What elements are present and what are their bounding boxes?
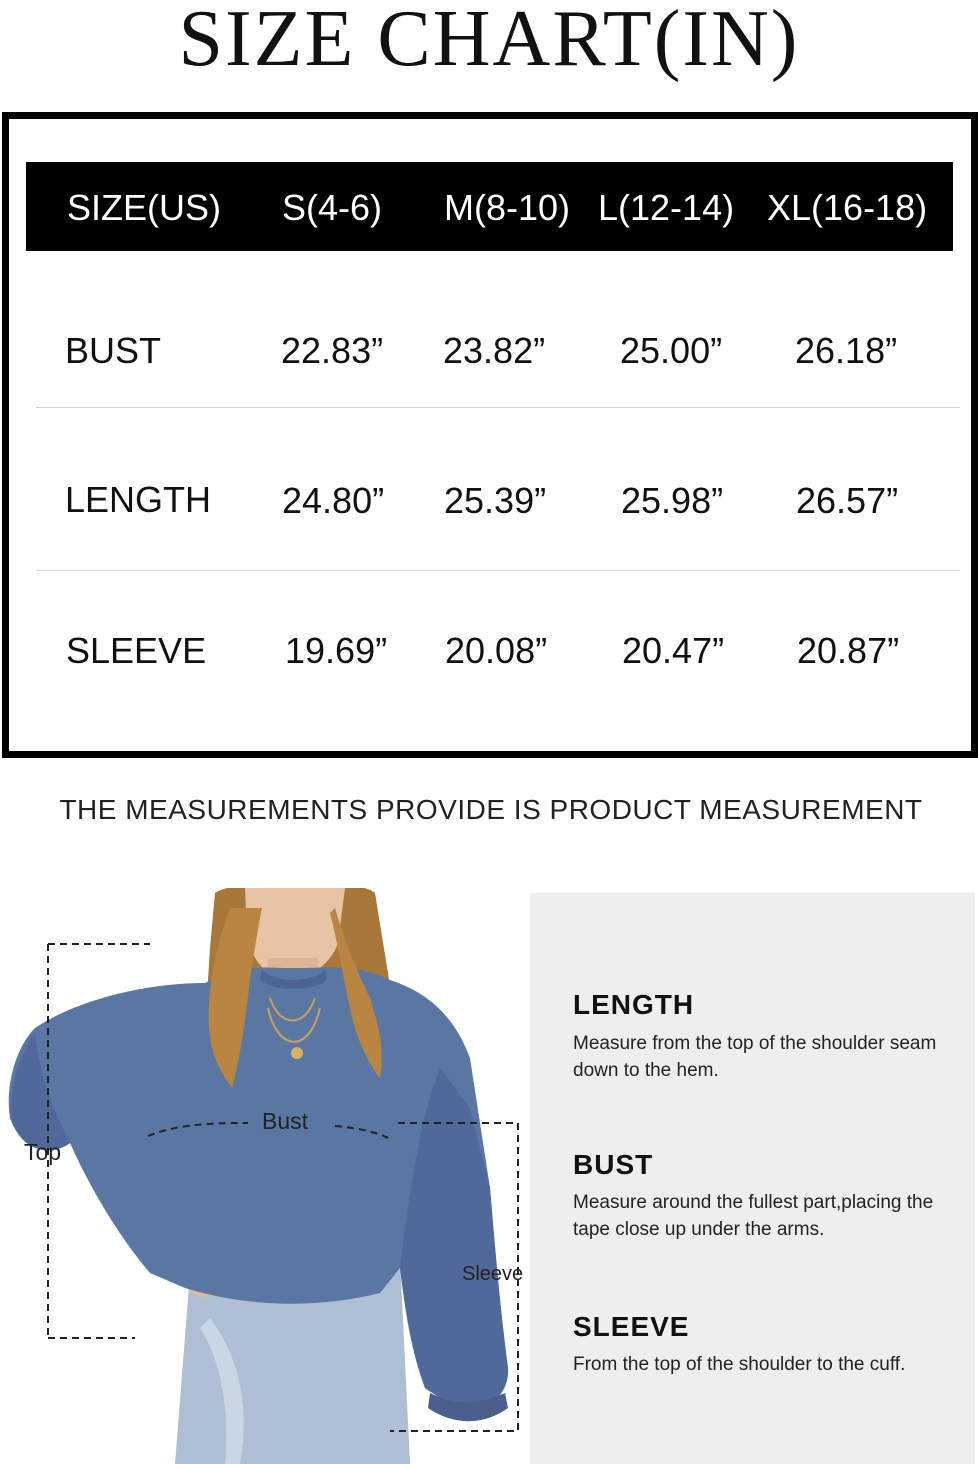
header-size-l: L(12-14) [598,187,735,228]
header-size-s: S(4-6) [282,187,383,228]
table-cell: 19.69” [285,630,388,671]
bust-label: Bust [262,1108,309,1134]
header-size-m: M(8-10) [444,187,571,228]
table-cell: 24.80” [282,480,385,521]
model-photo [0,888,530,1464]
guide-desc-length: Measure from the top of the shoulder seam down to the hem. [573,1033,937,1081]
sweater-illustration [0,888,530,1464]
row-label-sleeve: SLEEVE [66,630,207,671]
table-header-row [26,162,953,251]
size-table [2,112,978,758]
table-cell: 25.98” [621,480,724,521]
guide-desc-sleeve: From the top of the shoulder to the cuff. [573,1354,906,1375]
top-label: Top [24,1139,62,1165]
header-size-us: SIZE(US) [67,187,222,228]
table-cell: 25.39” [444,480,547,521]
row-divider [36,570,960,571]
row-label-length: LENGTH [65,479,212,520]
table-cell: 20.08” [445,630,548,671]
table-cell: 26.18” [795,330,898,371]
row-label-bust: BUST [65,330,162,371]
guide-title-bust: BUST [573,1149,654,1180]
table-cell: 23.82” [443,330,546,371]
row-divider [36,407,960,408]
page-title: SIZE CHART(IN) [178,0,800,83]
guide-title-sleeve: SLEEVE [573,1311,690,1342]
guide-title-length: LENGTH [573,989,695,1020]
table-cell: 25.00” [620,330,723,371]
table-cell: 20.47” [622,630,725,671]
measurement-note: THE MEASUREMENTS PROVIDE IS PRODUCT MEASUREMENT [59,794,923,825]
table-cell: 22.83” [281,330,384,371]
header-size-xl: XL(16-18) [767,187,928,228]
guide-desc-bust: Measure around the fullest part,placing the tape close up under the arms. [573,1192,934,1240]
table-cell: 26.57” [796,480,899,521]
table-cell: 20.87” [797,630,900,671]
sleeve-label: Sleeve [462,1263,524,1285]
measurement-guide-panel [530,893,975,1464]
